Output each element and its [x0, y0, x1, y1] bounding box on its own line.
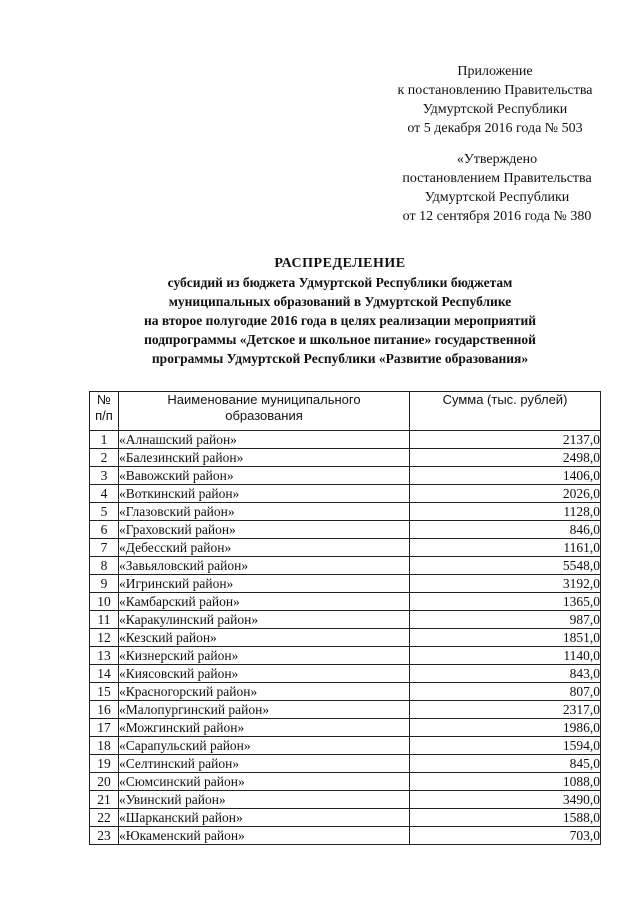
subsidy-amount: 987,0: [410, 611, 601, 629]
table-row: [90, 611, 601, 629]
table-row: [90, 647, 601, 665]
table-row: [90, 701, 601, 719]
title-line: субсидий из бюджета Удмуртской Республики бюджетам: [167, 275, 513, 290]
municipality-name: «Кезский район»: [119, 629, 410, 647]
row-number: 22: [90, 809, 119, 827]
row-number: 9: [90, 575, 119, 593]
distribution-table: [89, 391, 601, 845]
title-heading: РАСПРЕДЕЛЕНИЕ: [274, 256, 406, 271]
row-number: 23: [90, 827, 119, 845]
municipality-name: «Малопургинский район»: [119, 701, 410, 719]
header-sum: Сумма (тыс. рублей): [410, 392, 601, 431]
municipality-name: «Можгинский район»: [119, 719, 410, 737]
municipality-name: «Глазовский район»: [119, 503, 410, 521]
title-line: программы Удмуртской Республики «Развитие образования»: [151, 351, 529, 366]
row-number: 2: [90, 449, 119, 467]
subsidy-amount: 1594,0: [410, 737, 601, 755]
table-row: [90, 755, 601, 773]
table-row: [90, 665, 601, 683]
header-num: [90, 392, 119, 431]
subsidy-amount: 2498,0: [410, 449, 601, 467]
appendix-line: от 5 декабря 2016 года № 503: [407, 121, 583, 136]
subsidy-amount: 1128,0: [410, 503, 601, 521]
row-number: 15: [90, 683, 119, 701]
approved-line: «Утверждено: [456, 152, 538, 167]
table-row: [90, 791, 601, 809]
header-num-line1: №: [97, 392, 111, 407]
subsidy-amount: 1588,0: [410, 809, 601, 827]
title-line: на второе полугодие 2016 года в целях реализации мероприятий: [143, 313, 537, 328]
table-row: [90, 467, 601, 485]
row-number: 13: [90, 647, 119, 665]
row-number: 18: [90, 737, 119, 755]
subsidy-amount: 1140,0: [410, 647, 601, 665]
municipality-name: «Сюмсинский район»: [119, 773, 410, 791]
row-number: 1: [90, 431, 119, 449]
header-name-line1: Наименование муниципального: [167, 392, 361, 407]
header-num-line2: п/п: [95, 408, 113, 423]
subsidy-amount: 2137,0: [410, 431, 601, 449]
municipality-name: «Воткинский район»: [119, 485, 410, 503]
approved-line: от 12 сентября 2016 года № 380: [402, 209, 592, 224]
municipality-name: «Балезинский район»: [119, 449, 410, 467]
approved-line: Удмуртской Республики: [424, 190, 570, 205]
document-title: [80, 254, 600, 368]
appendix-line: к постановлению Правительства: [397, 83, 593, 98]
table-row: [90, 629, 601, 647]
table-row: [90, 485, 601, 503]
row-number: 20: [90, 773, 119, 791]
municipality-name: «Селтинский район»: [119, 755, 410, 773]
municipality-name: «Завьяловский район»: [119, 557, 410, 575]
appendix-line: Приложение: [457, 64, 533, 79]
subsidy-amount: 846,0: [410, 521, 601, 539]
table-row: [90, 809, 601, 827]
row-number: 16: [90, 701, 119, 719]
row-number: 14: [90, 665, 119, 683]
municipality-name: «Каракулинский район»: [119, 611, 410, 629]
municipality-name: «Камбарский район»: [119, 593, 410, 611]
table-header-row: [90, 392, 601, 431]
municipality-name: «Дебесский район»: [119, 539, 410, 557]
table-row: [90, 449, 601, 467]
subsidy-amount: 843,0: [410, 665, 601, 683]
row-number: 12: [90, 629, 119, 647]
row-number: 17: [90, 719, 119, 737]
row-number: 19: [90, 755, 119, 773]
subsidy-amount: 807,0: [410, 683, 601, 701]
municipality-name: «Сарапульский район»: [119, 737, 410, 755]
row-number: 11: [90, 611, 119, 629]
table-row: [90, 827, 601, 845]
subsidy-amount: 1406,0: [410, 467, 601, 485]
municipality-name: «Шарканский район»: [119, 809, 410, 827]
table-row: [90, 575, 601, 593]
title-line: подпрограммы «Детское и школьное питание» государственной: [144, 332, 536, 347]
row-number: 5: [90, 503, 119, 521]
subsidy-amount: 1088,0: [410, 773, 601, 791]
row-number: 7: [90, 539, 119, 557]
row-number: 3: [90, 467, 119, 485]
approved-line: постановлением Правительства: [402, 171, 592, 186]
subsidy-amount: 2026,0: [410, 485, 601, 503]
table-row: [90, 503, 601, 521]
table-row: [90, 719, 601, 737]
table-row: [90, 773, 601, 791]
table-body: [90, 431, 601, 845]
approved-block: [372, 150, 622, 226]
municipality-name: «Увинский район»: [119, 791, 410, 809]
title-line: муниципальных образований в Удмуртской Республике: [168, 294, 512, 309]
subsidy-amount: 3490,0: [410, 791, 601, 809]
appendix-line: Удмуртской Республики: [422, 102, 568, 117]
table-row: [90, 593, 601, 611]
row-number: 4: [90, 485, 119, 503]
municipality-name: «Алнашский район»: [119, 431, 410, 449]
row-number: 10: [90, 593, 119, 611]
municipality-name: «Красногорский район»: [119, 683, 410, 701]
subsidy-amount: 3192,0: [410, 575, 601, 593]
subsidy-amount: 1851,0: [410, 629, 601, 647]
municipality-name: «Киясовский район»: [119, 665, 410, 683]
subsidy-amount: 5548,0: [410, 557, 601, 575]
table-row: [90, 557, 601, 575]
table-row: [90, 683, 601, 701]
table-row: [90, 737, 601, 755]
appendix-block: [360, 62, 630, 138]
row-number: 6: [90, 521, 119, 539]
subsidy-amount: 703,0: [410, 827, 601, 845]
subsidy-amount: 845,0: [410, 755, 601, 773]
municipality-name: «Юкаменский район»: [119, 827, 410, 845]
row-number: 8: [90, 557, 119, 575]
subsidy-amount: 1161,0: [410, 539, 601, 557]
table-row: [90, 521, 601, 539]
header-name-line2: образования: [225, 408, 303, 423]
subsidy-amount: 2317,0: [410, 701, 601, 719]
municipality-name: «Игринский район»: [119, 575, 410, 593]
header-name: [119, 392, 410, 431]
municipality-name: «Кизнерский район»: [119, 647, 410, 665]
row-number: 21: [90, 791, 119, 809]
table-row: [90, 539, 601, 557]
subsidy-amount: 1986,0: [410, 719, 601, 737]
table-row: [90, 431, 601, 449]
municipality-name: «Вавожский район»: [119, 467, 410, 485]
municipality-name: «Граховский район»: [119, 521, 410, 539]
subsidy-amount: 1365,0: [410, 593, 601, 611]
